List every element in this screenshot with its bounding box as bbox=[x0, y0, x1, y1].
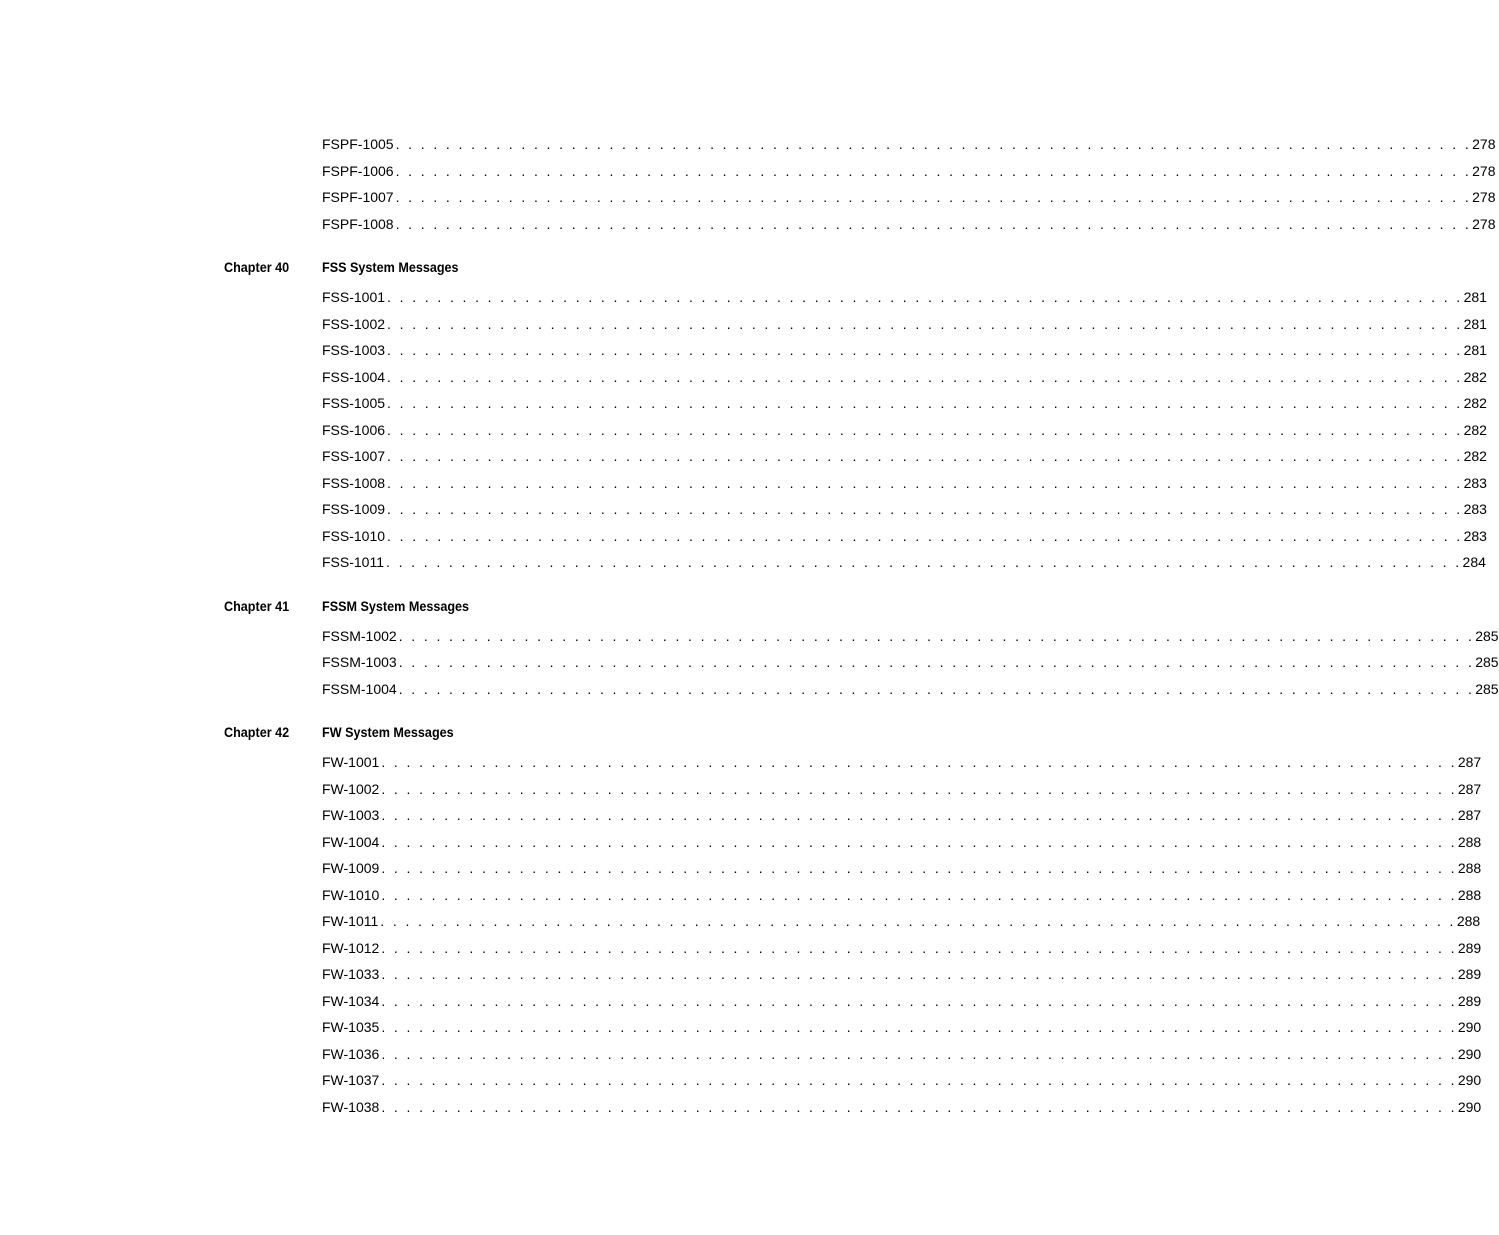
entry-page-number: 278 bbox=[1472, 189, 1496, 205]
chapter-number: Chapter 42 bbox=[224, 724, 290, 740]
chapter-title: FSSM System Messages bbox=[322, 597, 470, 614]
entry-label: FSPF-1007 bbox=[322, 189, 394, 205]
toc-entry[interactable] bbox=[322, 1017, 1482, 1037]
toc-entry[interactable] bbox=[322, 134, 1496, 154]
chapter-number: Chapter 41 bbox=[224, 597, 290, 614]
dot-leader: . . . . . . . . . . . . . . . . . . . . . . . . . . . . . . . . . . . . . . . . . . . . . . . . . . . . . . . . . . . . . . . . . . . . . . . . . . . . . . . . . . . . . . bbox=[387, 527, 1463, 544]
toc-entry[interactable] bbox=[322, 679, 1499, 699]
entry-page-number: 282 bbox=[1463, 448, 1487, 464]
entry-page-number: 290 bbox=[1457, 1072, 1482, 1088]
toc-entry[interactable] bbox=[322, 858, 1482, 878]
entry-page-number: 287 bbox=[1457, 807, 1482, 823]
entry-page-number: 288 bbox=[1456, 913, 1481, 929]
entry-label: FW-1002 bbox=[322, 780, 380, 797]
dot-leader: . . . . . . . . . . . . . . . . . . . . . . . . . . . . . . . . . . . . . . . . . . . . . . . . . . . . . . . . . . . . . . . . . . . . . . . . . . . . . . . . . . . . . . bbox=[387, 315, 1463, 332]
entry-page-number: 278 bbox=[1472, 162, 1496, 179]
dot-leader: . . . . . . . . . . . . . . . . . . . . . . . . . . . . . . . . . . . . . . . . . . . . . . . . . . . . . . . . . . . . . . . . . . . . . . . . . . . . . . . . . . . . . . bbox=[387, 448, 1463, 464]
entry-page-number: 287 bbox=[1457, 754, 1482, 770]
entry-label: FSS-1007 bbox=[322, 448, 386, 464]
entry-page-number: 284 bbox=[1462, 554, 1486, 570]
entry-page-number: 281 bbox=[1463, 342, 1487, 358]
entry-page-number: 287 bbox=[1457, 780, 1482, 797]
dot-leader: . . . . . . . . . . . . . . . . . . . . . . . . . . . . . . . . . . . . . . . . . . . . . . . . . . . . . . . . . . . . . . . . . . . . . . . . . . . . . . . . . . . . . . bbox=[387, 501, 1463, 517]
toc-entry[interactable] bbox=[322, 938, 1482, 958]
entry-page-number: 278 bbox=[1472, 136, 1496, 152]
entry-page-number: 283 bbox=[1463, 527, 1487, 544]
entry-page-number: 285 bbox=[1475, 680, 1499, 697]
entry-label: FSSM-1004 bbox=[322, 680, 397, 697]
dot-leader: . . . . . . . . . . . . . . . . . . . . . . . . . . . . . . . . . . . . . . . . . . . . . . . . . . . . . . . . . . . . . . . . . . . . . . . . . . . . . . . . . . . . . . bbox=[381, 992, 1457, 1009]
toc-entry[interactable] bbox=[322, 805, 1482, 825]
dot-leader: . . . . . . . . . . . . . . . . . . . . . . . . . . . . . . . . . . . . . . . . . . . . . . . . . . . . . . . . . . . . . . . . . . . . . . . . . . . . . . . . . . . . . . bbox=[381, 1098, 1457, 1115]
entry-label: FW-1033 bbox=[322, 966, 380, 982]
toc-entry[interactable] bbox=[322, 752, 1482, 772]
entry-label: FSS-1006 bbox=[322, 421, 386, 438]
dot-leader: . . . . . . . . . . . . . . . . . . . . . . . . . . . . . . . . . . . . . . . . . . . . . . . . . . . . . . . . . . . . . . . . . . . . . . . . . . . . . . . . . . . . . . bbox=[387, 395, 1463, 411]
dot-leader: . . . . . . . . . . . . . . . . . . . . . . . . . . . . . . . . . . . . . . . . . . . . . . . . . . . . . . . . . . . . . . . . . . . . . . . . . . . . . . . . . . . . . . bbox=[387, 421, 1463, 438]
entry-label: FSPF-1006 bbox=[322, 162, 394, 179]
entry-label: FSS-1003 bbox=[322, 342, 386, 358]
entry-label: FW-1036 bbox=[322, 1045, 380, 1062]
toc-entry[interactable] bbox=[322, 187, 1496, 207]
toc-entry[interactable] bbox=[322, 626, 1499, 646]
dot-leader: . . . . . . . . . . . . . . . . . . . . . . . . . . . . . . . . . . . . . . . . . . . . . . . . . . . . . . . . . . . . . . . . . . . . . . . . . . . . . . . . . . . . . . bbox=[398, 627, 1475, 644]
entry-label: FSS-1004 bbox=[322, 368, 386, 385]
toc-entry[interactable] bbox=[322, 991, 1482, 1011]
entry-page-number: 290 bbox=[1457, 1045, 1482, 1062]
entry-label: FW-1037 bbox=[322, 1072, 380, 1088]
dot-leader: . . . . . . . . . . . . . . . . . . . . . . . . . . . . . . . . . . . . . . . . . . . . . . . . . . . . . . . . . . . . . . . . . . . . . . . . . . . . . . . . . . . . . . bbox=[395, 189, 1472, 205]
toc-entry[interactable] bbox=[322, 552, 1486, 572]
toc-entry[interactable] bbox=[322, 340, 1487, 360]
entry-page-number: 283 bbox=[1463, 474, 1487, 491]
entry-label: FSS-1009 bbox=[322, 501, 386, 517]
entry-page-number: 282 bbox=[1463, 395, 1487, 411]
toc-entry[interactable] bbox=[322, 287, 1487, 307]
entry-page-number: 289 bbox=[1457, 992, 1482, 1009]
entry-label: FW-1012 bbox=[322, 939, 380, 956]
dot-leader: . . . . . . . . . . . . . . . . . . . . . . . . . . . . . . . . . . . . . . . . . . . . . . . . . . . . . . . . . . . . . . . . . . . . . . . . . . . . . . . . . . . . . . bbox=[395, 162, 1472, 179]
dot-leader: . . . . . . . . . . . . . . . . . . . . . . . . . . . . . . . . . . . . . . . . . . . . . . . . . . . . . . . . . . . . . . . . . . . . . . . . . . . . . . . . . . . . . . bbox=[387, 368, 1463, 385]
entry-label: FSSM-1002 bbox=[322, 627, 397, 644]
entry-page-number: 285 bbox=[1475, 654, 1499, 670]
entry-label: FSSM-1003 bbox=[322, 654, 397, 670]
toc-entry[interactable] bbox=[322, 885, 1482, 905]
dot-leader: . . . . . . . . . . . . . . . . . . . . . . . . . . . . . . . . . . . . . . . . . . . . . . . . . . . . . . . . . . . . . . . . . . . . . . . . . . . . . . . . . . . . . . bbox=[381, 833, 1457, 850]
dot-leader: . . . . . . . . . . . . . . . . . . . . . . . . . . . . . . . . . . . . . . . . . . . . . . . . . . . . . . . . . . . . . . . . . . . . . . . . . . . . . . . . . . . . . . bbox=[395, 215, 1472, 232]
toc-entry[interactable] bbox=[322, 393, 1487, 413]
toc-entry[interactable] bbox=[322, 367, 1487, 387]
entry-label: FW-1034 bbox=[322, 992, 380, 1009]
toc-entry[interactable] bbox=[322, 161, 1496, 181]
entry-page-number: 285 bbox=[1475, 627, 1499, 644]
toc-entry[interactable] bbox=[322, 446, 1487, 466]
dot-leader: . . . . . . . . . . . . . . . . . . . . . . . . . . . . . . . . . . . . . . . . . . . . . . . . . . . . . . . . . . . . . . . . . . . . . . . . . . . . . . . . . . . . . . bbox=[387, 474, 1463, 491]
entry-label: FW-1003 bbox=[322, 807, 380, 823]
entry-label: FW-1011 bbox=[322, 913, 379, 929]
toc-entry[interactable] bbox=[322, 214, 1496, 234]
toc-entry[interactable] bbox=[322, 499, 1487, 519]
dot-leader: . . . . . . . . . . . . . . . . . . . . . . . . . . . . . . . . . . . . . . . . . . . . . . . . . . . . . . . . . . . . . . . . . . . . . . . . . . . . . . . . . . . . . . bbox=[381, 1045, 1457, 1062]
entry-page-number: 281 bbox=[1463, 315, 1487, 332]
dot-leader: . . . . . . . . . . . . . . . . . . . . . . . . . . . . . . . . . . . . . . . . . . . . . . . . . . . . . . . . . . . . . . . . . . . . . . . . . . . . . . . . . . . . . . bbox=[381, 886, 1457, 903]
toc-entry[interactable] bbox=[322, 1044, 1482, 1064]
dot-leader: . . . . . . . . . . . . . . . . . . . . . . . . . . . . . . . . . . . . . . . . . . . . . . . . . . . . . . . . . . . . . . . . . . . . . . . . . . . . . . . . . . . . . . bbox=[381, 966, 1457, 982]
entry-label: FSS-1005 bbox=[322, 395, 386, 411]
entry-label: FSPF-1005 bbox=[322, 136, 394, 152]
entry-page-number: 289 bbox=[1457, 939, 1482, 956]
chapter-title: FSS System Messages bbox=[322, 259, 459, 275]
dot-leader: . . . . . . . . . . . . . . . . . . . . . . . . . . . . . . . . . . . . . . . . . . . . . . . . . . . . . . . . . . . . . . . . . . . . . . . . . . . . . . . . . . . . . . bbox=[398, 680, 1475, 697]
entry-page-number: 282 bbox=[1463, 368, 1487, 385]
entry-label: FSS-1002 bbox=[322, 315, 386, 332]
dot-leader: . . . . . . . . . . . . . . . . . . . . . . . . . . . . . . . . . . . . . . . . . . . . . . . . . . . . . . . . . . . . . . . . . . . . . . . . . . . . . . . . . . . . . . bbox=[381, 860, 1457, 876]
entry-label: FSPF-1008 bbox=[322, 215, 394, 232]
entry-label: FSS-1010 bbox=[322, 527, 386, 544]
dot-leader: . . . . . . . . . . . . . . . . . . . . . . . . . . . . . . . . . . . . . . . . . . . . . . . . . . . . . . . . . . . . . . . . . . . . . . . . . . . . . . . . . . . . . . bbox=[380, 913, 1456, 929]
entry-label: FW-1004 bbox=[322, 833, 380, 850]
entry-page-number: 281 bbox=[1463, 289, 1487, 305]
entry-label: FSS-1011 bbox=[322, 554, 384, 570]
entry-label: FW-1001 bbox=[322, 754, 380, 770]
toc-entry[interactable] bbox=[322, 1070, 1482, 1090]
dot-leader: . . . . . . . . . . . . . . . . . . . . . . . . . . . . . . . . . . . . . . . . . . . . . . . . . . . . . . . . . . . . . . . . . . . . . . . . . . . . . . . . . . . . . . bbox=[387, 342, 1463, 358]
dot-leader: . . . . . . . . . . . . . . . . . . . . . . . . . . . . . . . . . . . . . . . . . . . . . . . . . . . . . . . . . . . . . . . . . . . . . . . . . . . . . . . . . . . . . . bbox=[398, 654, 1475, 670]
entry-page-number: 278 bbox=[1472, 215, 1496, 232]
toc-entry[interactable] bbox=[322, 832, 1482, 852]
entry-page-number: 282 bbox=[1463, 421, 1487, 438]
entry-label: FW-1009 bbox=[322, 860, 380, 876]
dot-leader: . . . . . . . . . . . . . . . . . . . . . . . . . . . . . . . . . . . . . . . . . . . . . . . . . . . . . . . . . . . . . . . . . . . . . . . . . . . . . . . . . . . . . . bbox=[386, 554, 1462, 570]
entry-page-number: 283 bbox=[1463, 501, 1487, 517]
dot-leader: . . . . . . . . . . . . . . . . . . . . . . . . . . . . . . . . . . . . . . . . . . . . . . . . . . . . . . . . . . . . . . . . . . . . . . . . . . . . . . . . . . . . . . bbox=[381, 754, 1457, 770]
entry-label: FW-1038 bbox=[322, 1098, 380, 1115]
toc-entry[interactable] bbox=[322, 526, 1487, 546]
dot-leader: . . . . . . . . . . . . . . . . . . . . . . . . . . . . . . . . . . . . . . . . . . . . . . . . . . . . . . . . . . . . . . . . . . . . . . . . . . . . . . . . . . . . . . bbox=[381, 807, 1457, 823]
toc-entry[interactable] bbox=[322, 911, 1481, 931]
toc-entry[interactable] bbox=[322, 964, 1482, 984]
entry-page-number: 288 bbox=[1457, 860, 1482, 876]
toc-entry[interactable] bbox=[322, 473, 1487, 493]
toc-entry[interactable] bbox=[322, 314, 1487, 334]
entry-page-number: 290 bbox=[1457, 1019, 1482, 1035]
chapter-title: FW System Messages bbox=[322, 724, 454, 740]
dot-leader: . . . . . . . . . . . . . . . . . . . . . . . . . . . . . . . . . . . . . . . . . . . . . . . . . . . . . . . . . . . . . . . . . . . . . . . . . . . . . . . . . . . . . . bbox=[395, 136, 1472, 152]
entry-label: FW-1035 bbox=[322, 1019, 380, 1035]
toc-entry[interactable] bbox=[322, 779, 1482, 799]
entry-page-number: 288 bbox=[1457, 833, 1482, 850]
entry-label: FSS-1001 bbox=[322, 289, 386, 305]
dot-leader: . . . . . . . . . . . . . . . . . . . . . . . . . . . . . . . . . . . . . . . . . . . . . . . . . . . . . . . . . . . . . . . . . . . . . . . . . . . . . . . . . . . . . . bbox=[381, 1019, 1457, 1035]
dot-leader: . . . . . . . . . . . . . . . . . . . . . . . . . . . . . . . . . . . . . . . . . . . . . . . . . . . . . . . . . . . . . . . . . . . . . . . . . . . . . . . . . . . . . . bbox=[381, 1072, 1457, 1088]
dot-leader: . . . . . . . . . . . . . . . . . . . . . . . . . . . . . . . . . . . . . . . . . . . . . . . . . . . . . . . . . . . . . . . . . . . . . . . . . . . . . . . . . . . . . . bbox=[387, 289, 1463, 305]
chapter-number: Chapter 40 bbox=[224, 259, 290, 275]
entry-page-number: 289 bbox=[1457, 966, 1482, 982]
dot-leader: . . . . . . . . . . . . . . . . . . . . . . . . . . . . . . . . . . . . . . . . . . . . . . . . . . . . . . . . . . . . . . . . . . . . . . . . . . . . . . . . . . . . . . bbox=[381, 939, 1457, 956]
entry-label: FSS-1008 bbox=[322, 474, 386, 491]
toc-entry[interactable] bbox=[322, 652, 1499, 672]
entry-page-number: 290 bbox=[1457, 1098, 1482, 1115]
dot-leader: . . . . . . . . . . . . . . . . . . . . . . . . . . . . . . . . . . . . . . . . . . . . . . . . . . . . . . . . . . . . . . . . . . . . . . . . . . . . . . . . . . . . . . bbox=[381, 780, 1457, 797]
entry-label: FW-1010 bbox=[322, 886, 380, 903]
entry-page-number: 288 bbox=[1457, 886, 1482, 903]
toc-entry[interactable] bbox=[322, 1097, 1482, 1117]
toc-entry[interactable] bbox=[322, 420, 1487, 440]
